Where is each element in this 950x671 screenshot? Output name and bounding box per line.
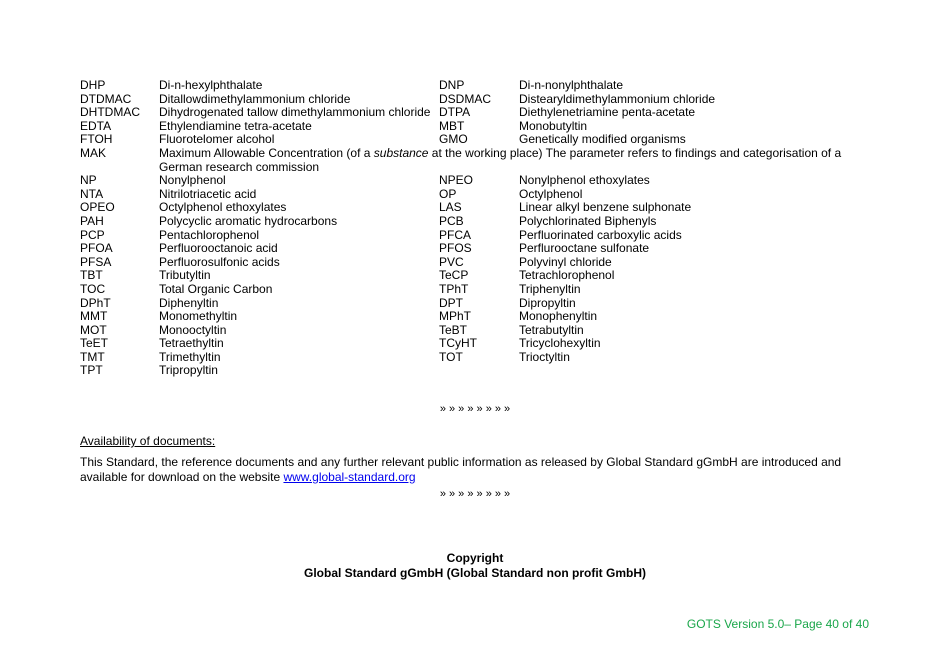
abbreviation-row bbox=[80, 133, 880, 147]
definition: Trioctyltin bbox=[519, 349, 570, 364]
abbreviation-row bbox=[80, 174, 880, 188]
abbreviation: TOC bbox=[80, 281, 106, 296]
abbreviation bbox=[439, 364, 519, 378]
definition: Linear alkyl benzene sulphonate bbox=[519, 200, 692, 215]
abbreviation: DPT bbox=[439, 295, 463, 310]
abbreviation: PCP bbox=[80, 227, 105, 242]
abbreviation: MAK bbox=[80, 145, 107, 160]
abbreviation: TCyHT bbox=[439, 336, 477, 351]
abbreviation: TeBT bbox=[439, 322, 468, 337]
abbreviation-row-mak bbox=[80, 147, 880, 174]
abbreviation: MBT bbox=[439, 118, 465, 133]
abbreviation: PVC bbox=[439, 254, 464, 269]
abbreviation: DTPA bbox=[439, 105, 471, 120]
definition: Dihydrogenated tallow dimethylammonium chloride bbox=[159, 105, 431, 120]
website-link[interactable]: www.global-standard.org bbox=[283, 470, 416, 484]
definition bbox=[519, 364, 880, 378]
abbreviation: NTA bbox=[80, 186, 104, 201]
abbreviation-row bbox=[80, 120, 880, 134]
abbreviation: LAS bbox=[439, 200, 462, 215]
definition: Trimethyltin bbox=[159, 349, 221, 364]
definition: Total Organic Carbon bbox=[159, 281, 273, 296]
definition: Tricyclohexyltin bbox=[519, 336, 601, 351]
abbreviation-row bbox=[80, 364, 880, 378]
abbreviation: GMO bbox=[439, 132, 468, 147]
definition: Diphenyltin bbox=[159, 295, 219, 310]
definition: Distearyldimethylammonium chloride bbox=[519, 91, 716, 106]
abbreviation-row bbox=[80, 297, 880, 311]
copyright-holder: Global Standard gGmbH (Global Standard non profit GmbH) bbox=[304, 566, 646, 580]
definition: Dipropyltin bbox=[519, 295, 576, 310]
definition: Tripropyltin bbox=[159, 363, 218, 378]
abbreviation: DHP bbox=[80, 78, 106, 92]
definition: Diethylenetriamine penta-acetate bbox=[519, 105, 696, 120]
definition: Monomethyltin bbox=[159, 309, 238, 324]
abbreviation: TMT bbox=[80, 349, 105, 364]
abbreviation: DTDMAC bbox=[80, 91, 132, 106]
section-separator: » » » » » » » » bbox=[439, 488, 511, 500]
abbreviation: TPT bbox=[80, 363, 103, 378]
abbreviation-row bbox=[80, 106, 880, 120]
abbreviation: EDTA bbox=[80, 118, 112, 133]
availability-heading: Availability of documents: bbox=[80, 434, 216, 448]
definition: Monobutyltin bbox=[519, 118, 588, 133]
definition: Tetrabutyltin bbox=[519, 322, 584, 337]
definition: Pentachlorophenol bbox=[159, 227, 260, 242]
definition: Fluorotelomer alcohol bbox=[159, 132, 275, 147]
abbreviation: TBT bbox=[80, 268, 103, 283]
abbreviation-row bbox=[80, 79, 880, 93]
definition: Octylphenol bbox=[519, 186, 583, 201]
definition: Octylphenol ethoxylates bbox=[159, 200, 287, 215]
definition: Nonylphenol ethoxylates bbox=[519, 173, 650, 188]
abbreviation: TPhT bbox=[439, 281, 469, 296]
abbreviation: NPEO bbox=[439, 173, 474, 188]
availability-text: This Standard, the reference documents and any further relevant public information as released by Global Standard gGmbH are introduced and available for download on the website www.global-standard.org bbox=[80, 455, 842, 484]
definition: Perfluorooctanoic acid bbox=[159, 241, 278, 256]
definition: Polychlorinated Biphenyls bbox=[519, 213, 657, 228]
definition: Di-n-hexylphthalate bbox=[159, 78, 263, 92]
abbreviation: PFOA bbox=[80, 241, 113, 256]
abbreviation: NP bbox=[80, 173, 97, 188]
abbreviation-row bbox=[80, 310, 880, 324]
abbreviation-row bbox=[80, 242, 880, 256]
abbreviation-row bbox=[80, 93, 880, 107]
definition: Polyvinyl chloride bbox=[519, 254, 612, 269]
definition: Monooctyltin bbox=[159, 322, 227, 337]
definition: Perfluorinated carboxylic acids bbox=[519, 227, 682, 242]
abbreviation: FTOH bbox=[80, 132, 113, 147]
definition: Tributyltin bbox=[159, 268, 211, 283]
copyright-block bbox=[0, 551, 950, 581]
abbreviation: MPhT bbox=[439, 309, 472, 324]
definition: Perflurooctane sulfonate bbox=[519, 241, 650, 256]
definition: Genetically modified organisms bbox=[519, 132, 686, 147]
abbreviation: TeET bbox=[80, 336, 109, 351]
abbreviation-row bbox=[80, 337, 880, 351]
abbreviation: MMT bbox=[80, 309, 108, 324]
definition: Nonylphenol bbox=[159, 173, 226, 188]
abbreviation: DSDMAC bbox=[439, 91, 492, 106]
abbreviation: DHTDMAC bbox=[80, 105, 140, 120]
abbreviation: MOT bbox=[80, 322, 107, 337]
abbreviation: TeCP bbox=[439, 268, 469, 283]
definition: Triphenyltin bbox=[519, 281, 581, 296]
abbreviation-row bbox=[80, 351, 880, 365]
copyright-title: Copyright bbox=[446, 551, 504, 565]
abbreviation-row bbox=[80, 256, 880, 270]
abbreviation-row bbox=[80, 188, 880, 202]
definition: Perfluorosulfonic acids bbox=[159, 254, 280, 269]
abbreviation: PFSA bbox=[80, 254, 112, 269]
abbreviation: OP bbox=[439, 186, 457, 201]
abbreviation: PCB bbox=[439, 213, 464, 228]
abbreviation: PFOS bbox=[439, 241, 472, 256]
abbreviation: PFCA bbox=[439, 227, 472, 242]
definition: Polycyclic aromatic hydrocarbons bbox=[159, 213, 338, 228]
abbreviation: PAH bbox=[80, 213, 104, 228]
abbreviation: TOT bbox=[439, 349, 463, 364]
abbreviation-table bbox=[80, 79, 880, 378]
abbreviation-row bbox=[80, 229, 880, 243]
mak-definition: Maximum Allowable Concentration (of a substance at the working place) The parameter refers to findings and categorisation of a German research commission bbox=[159, 145, 842, 174]
section-separator: » » » » » » » » bbox=[439, 403, 511, 415]
abbreviation-row bbox=[80, 215, 880, 229]
definition: Monophenyltin bbox=[519, 309, 598, 324]
abbreviation: DPhT bbox=[80, 295, 111, 310]
abbreviation-row bbox=[80, 324, 880, 338]
abbreviation-row bbox=[80, 283, 880, 297]
abbreviation-row bbox=[80, 269, 880, 283]
definition: Ethylendiamine tetra-acetate bbox=[159, 118, 312, 133]
definition: Ditallowdimethylammonium chloride bbox=[159, 91, 351, 106]
abbreviation: OPEO bbox=[80, 200, 115, 215]
definition: Tetraethyltin bbox=[159, 336, 224, 351]
definition: Nitrilotriacetic acid bbox=[159, 186, 257, 201]
definition: Di-n-nonylphthalate bbox=[519, 78, 624, 92]
abbreviation-row bbox=[80, 201, 880, 215]
definition: Tetrachlorophenol bbox=[519, 268, 615, 283]
abbreviation: DNP bbox=[439, 78, 465, 92]
page-footer: GOTS Version 5.0– Page 40 of 40 bbox=[686, 617, 869, 631]
